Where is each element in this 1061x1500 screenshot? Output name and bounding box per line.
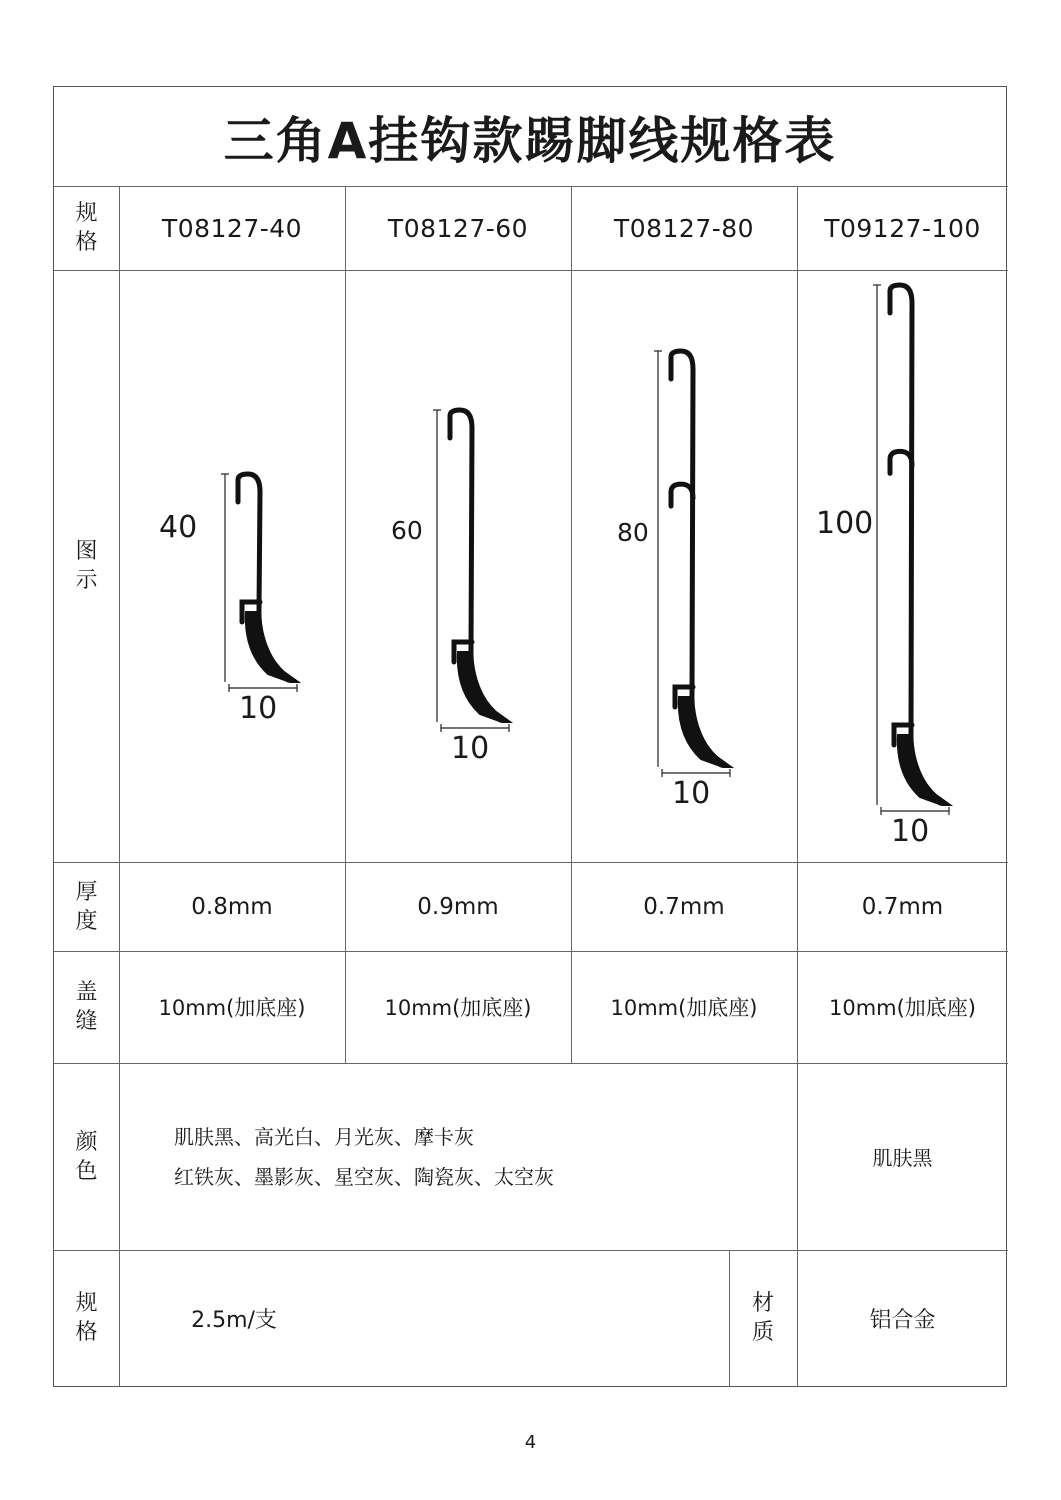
color-value: 肌肤黑: [872, 1146, 933, 1170]
model-name: T08127-60: [387, 213, 529, 243]
profile-foot: [679, 697, 731, 767]
row-label-spec: 规 格: [75, 201, 98, 255]
row-label-thickness: 厚 度: [75, 879, 98, 934]
thickness-value: 0.7mm: [643, 893, 725, 920]
profile-body: [911, 303, 940, 803]
row-label-material: 材 质: [751, 1291, 774, 1345]
width-label: 10: [891, 814, 930, 849]
profile-foot: [246, 612, 298, 682]
page-number: 4: [524, 1432, 537, 1453]
row-label-length: 规 格: [75, 1291, 98, 1345]
profile-drawings: [54, 87, 1008, 1387]
thickness-value: 0.7mm: [861, 893, 944, 920]
model-name: T08127-80: [613, 213, 755, 243]
profile-top-hook: [890, 285, 912, 313]
model-name: T09127-100: [824, 213, 981, 243]
height-label: 40: [159, 510, 198, 545]
spec-table: [53, 86, 1007, 1387]
profile-body: [692, 369, 721, 765]
gap-value: 10mm(加底座): [828, 996, 977, 1020]
gap-value: 10mm(加底座): [610, 996, 758, 1020]
width-label: 10: [672, 776, 711, 811]
height-label: 80: [617, 518, 649, 547]
height-label: 100: [816, 506, 874, 541]
model-name: T08127-40: [161, 213, 303, 243]
height-label: 60: [391, 516, 423, 545]
profile-foot: [898, 735, 950, 805]
profile-foot: [458, 652, 510, 722]
row-label-gap: 盖 缝: [75, 980, 98, 1034]
profile-top-hook: [238, 474, 260, 502]
color-line: 肌肤黑、高光白、月光灰、摩卡灰: [174, 1125, 474, 1149]
profile-middle-hook: [671, 484, 693, 506]
width-label: 10: [239, 691, 278, 726]
thickness-value: 0.8mm: [191, 893, 273, 920]
material-value: 铝合金: [869, 1307, 936, 1333]
length-value: 2.5m/支: [191, 1307, 277, 1333]
row-label-figure: 图 示: [75, 539, 98, 593]
color-line: 红铁灰、墨影灰、星空灰、陶瓷灰、太空灰: [174, 1165, 554, 1189]
row-label-color: 颜 色: [75, 1129, 98, 1184]
thickness-value: 0.9mm: [417, 893, 499, 920]
profile-top-hook: [671, 351, 693, 379]
gap-value: 10mm(加底座): [384, 996, 532, 1020]
profile-middle-hook: [890, 451, 912, 473]
profile-top-hook: [450, 410, 472, 438]
page-title: 三角A挂钩款踢脚线规格表: [223, 111, 837, 170]
width-label: 10: [451, 731, 490, 766]
gap-value: 10mm(加底座): [158, 996, 306, 1020]
